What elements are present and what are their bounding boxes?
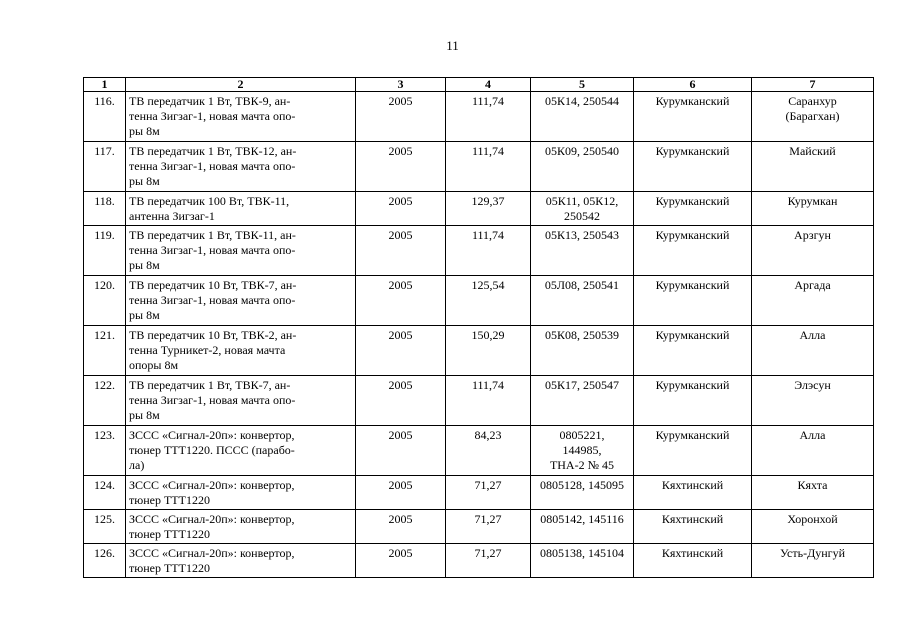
inventory-code: 05Л08, 250541 bbox=[531, 276, 634, 326]
row-number: 122. bbox=[84, 376, 126, 426]
amount-cell: 129,37 bbox=[446, 192, 531, 226]
inventory-code: 05К09, 250540 bbox=[531, 142, 634, 192]
district-cell: Курумканский bbox=[634, 326, 752, 376]
row-number: 117. bbox=[84, 142, 126, 192]
header-col-7: 7 bbox=[752, 78, 874, 92]
year-cell: 2005 bbox=[356, 142, 446, 192]
district-cell: Кяхтинский bbox=[634, 544, 752, 578]
inventory-code: 0805138, 145104 bbox=[531, 544, 634, 578]
year-cell: 2005 bbox=[356, 92, 446, 142]
year-cell: 2005 bbox=[356, 192, 446, 226]
row-number: 124. bbox=[84, 476, 126, 510]
row-number: 126. bbox=[84, 544, 126, 578]
equipment-description: ЗССС «Сигнал-20п»: конвертор, тюнер ТТТ1220. ПССС (парабо- ла) bbox=[126, 426, 356, 476]
year-cell: 2005 bbox=[356, 326, 446, 376]
amount-cell: 111,74 bbox=[446, 92, 531, 142]
amount-cell: 71,27 bbox=[446, 510, 531, 544]
table-header bbox=[84, 78, 874, 92]
equipment-description: ТВ передатчик 10 Вт, ТВК-2, ан- тенна Турникет-2, новая мачта опоры 8м bbox=[126, 326, 356, 376]
district-cell: Курумканский bbox=[634, 426, 752, 476]
table-row bbox=[84, 376, 874, 426]
year-cell: 2005 bbox=[356, 226, 446, 276]
district-cell: Курумканский bbox=[634, 226, 752, 276]
inventory-code: 0805142, 145116 bbox=[531, 510, 634, 544]
amount-cell: 84,23 bbox=[446, 426, 531, 476]
district-cell: Курумканский bbox=[634, 192, 752, 226]
district-cell: Кяхтинский bbox=[634, 510, 752, 544]
table-row bbox=[84, 226, 874, 276]
settlement-cell: Хоронхой bbox=[752, 510, 874, 544]
equipment-description: ЗССС «Сигнал-20п»: конвертор, тюнер ТТТ1220 bbox=[126, 476, 356, 510]
table-row bbox=[84, 326, 874, 376]
year-cell: 2005 bbox=[356, 510, 446, 544]
table-row bbox=[84, 544, 874, 578]
settlement-cell: Алла bbox=[752, 426, 874, 476]
header-col-5: 5 bbox=[531, 78, 634, 92]
district-cell: Курумканский bbox=[634, 92, 752, 142]
district-cell: Кяхтинский bbox=[634, 476, 752, 510]
district-cell: Курумканский bbox=[634, 276, 752, 326]
inventory-code: 05К08, 250539 bbox=[531, 326, 634, 376]
inventory-code: 0805221, 144985, ТНА-2 № 45 bbox=[531, 426, 634, 476]
settlement-cell: Майский bbox=[752, 142, 874, 192]
header-col-4: 4 bbox=[446, 78, 531, 92]
equipment-description: ТВ передатчик 1 Вт, ТВК-12, ан- тенна Зигзаг-1, новая мачта опо- ры 8м bbox=[126, 142, 356, 192]
amount-cell: 125,54 bbox=[446, 276, 531, 326]
year-cell: 2005 bbox=[356, 276, 446, 326]
equipment-description: ЗССС «Сигнал-20п»: конвертор, тюнер ТТТ1220 bbox=[126, 510, 356, 544]
year-cell: 2005 bbox=[356, 376, 446, 426]
year-cell: 2005 bbox=[356, 426, 446, 476]
row-number: 120. bbox=[84, 276, 126, 326]
amount-cell: 150,29 bbox=[446, 326, 531, 376]
header-col-6: 6 bbox=[634, 78, 752, 92]
amount-cell: 71,27 bbox=[446, 476, 531, 510]
row-number: 119. bbox=[84, 226, 126, 276]
page-number: 11 bbox=[446, 38, 459, 53]
table-body bbox=[84, 92, 874, 578]
year-cell: 2005 bbox=[356, 544, 446, 578]
row-number: 121. bbox=[84, 326, 126, 376]
header-col-3: 3 bbox=[356, 78, 446, 92]
district-cell: Курумканский bbox=[634, 142, 752, 192]
row-number: 125. bbox=[84, 510, 126, 544]
settlement-cell: Усть-Дунгуй bbox=[752, 544, 874, 578]
table-row bbox=[84, 510, 874, 544]
inventory-code: 0805128, 145095 bbox=[531, 476, 634, 510]
year-cell: 2005 bbox=[356, 476, 446, 510]
equipment-description: ТВ передатчик 1 Вт, ТВК-9, ан- тенна Зигзаг-1, новая мачта опо- ры 8м bbox=[126, 92, 356, 142]
inventory-code: 05К13, 250543 bbox=[531, 226, 634, 276]
table-row bbox=[84, 192, 874, 226]
amount-cell: 111,74 bbox=[446, 226, 531, 276]
table-row bbox=[84, 426, 874, 476]
equipment-table bbox=[83, 77, 874, 578]
amount-cell: 111,74 bbox=[446, 142, 531, 192]
table-row bbox=[84, 92, 874, 142]
equipment-description: ТВ передатчик 100 Вт, ТВК-11, антенна Зигзаг-1 bbox=[126, 192, 356, 226]
inventory-code: 05К17, 250547 bbox=[531, 376, 634, 426]
equipment-description: ТВ передатчик 10 Вт, ТВК-7, ан- тенна Зигзаг-1, новая мачта опо- ры 8м bbox=[126, 276, 356, 326]
settlement-cell: Саранхур (Барагхан) bbox=[752, 92, 874, 142]
header-row bbox=[84, 78, 874, 92]
table-row bbox=[84, 142, 874, 192]
header-col-1: 1 bbox=[84, 78, 126, 92]
settlement-cell: Аргада bbox=[752, 276, 874, 326]
equipment-description: ТВ передатчик 1 Вт, ТВК-7, ан- тенна Зигзаг-1, новая мачта опо- ры 8м bbox=[126, 376, 356, 426]
settlement-cell: Арзгун bbox=[752, 226, 874, 276]
inventory-code: 05К14, 250544 bbox=[531, 92, 634, 142]
header-col-2: 2 bbox=[126, 78, 356, 92]
inventory-code: 05К11, 05К12, 250542 bbox=[531, 192, 634, 226]
row-number: 116. bbox=[84, 92, 126, 142]
equipment-description: ТВ передатчик 1 Вт, ТВК-11, ан- тенна Зигзаг-1, новая мачта опо- ры 8м bbox=[126, 226, 356, 276]
settlement-cell: Элэсун bbox=[752, 376, 874, 426]
settlement-cell: Кяхта bbox=[752, 476, 874, 510]
district-cell: Курумканский bbox=[634, 376, 752, 426]
row-number: 123. bbox=[84, 426, 126, 476]
row-number: 118. bbox=[84, 192, 126, 226]
settlement-cell: Курумкан bbox=[752, 192, 874, 226]
settlement-cell: Алла bbox=[752, 326, 874, 376]
table-row bbox=[84, 476, 874, 510]
equipment-description: ЗССС «Сигнал-20п»: конвертор, тюнер ТТТ1220 bbox=[126, 544, 356, 578]
amount-cell: 71,27 bbox=[446, 544, 531, 578]
amount-cell: 111,74 bbox=[446, 376, 531, 426]
table-row bbox=[84, 276, 874, 326]
